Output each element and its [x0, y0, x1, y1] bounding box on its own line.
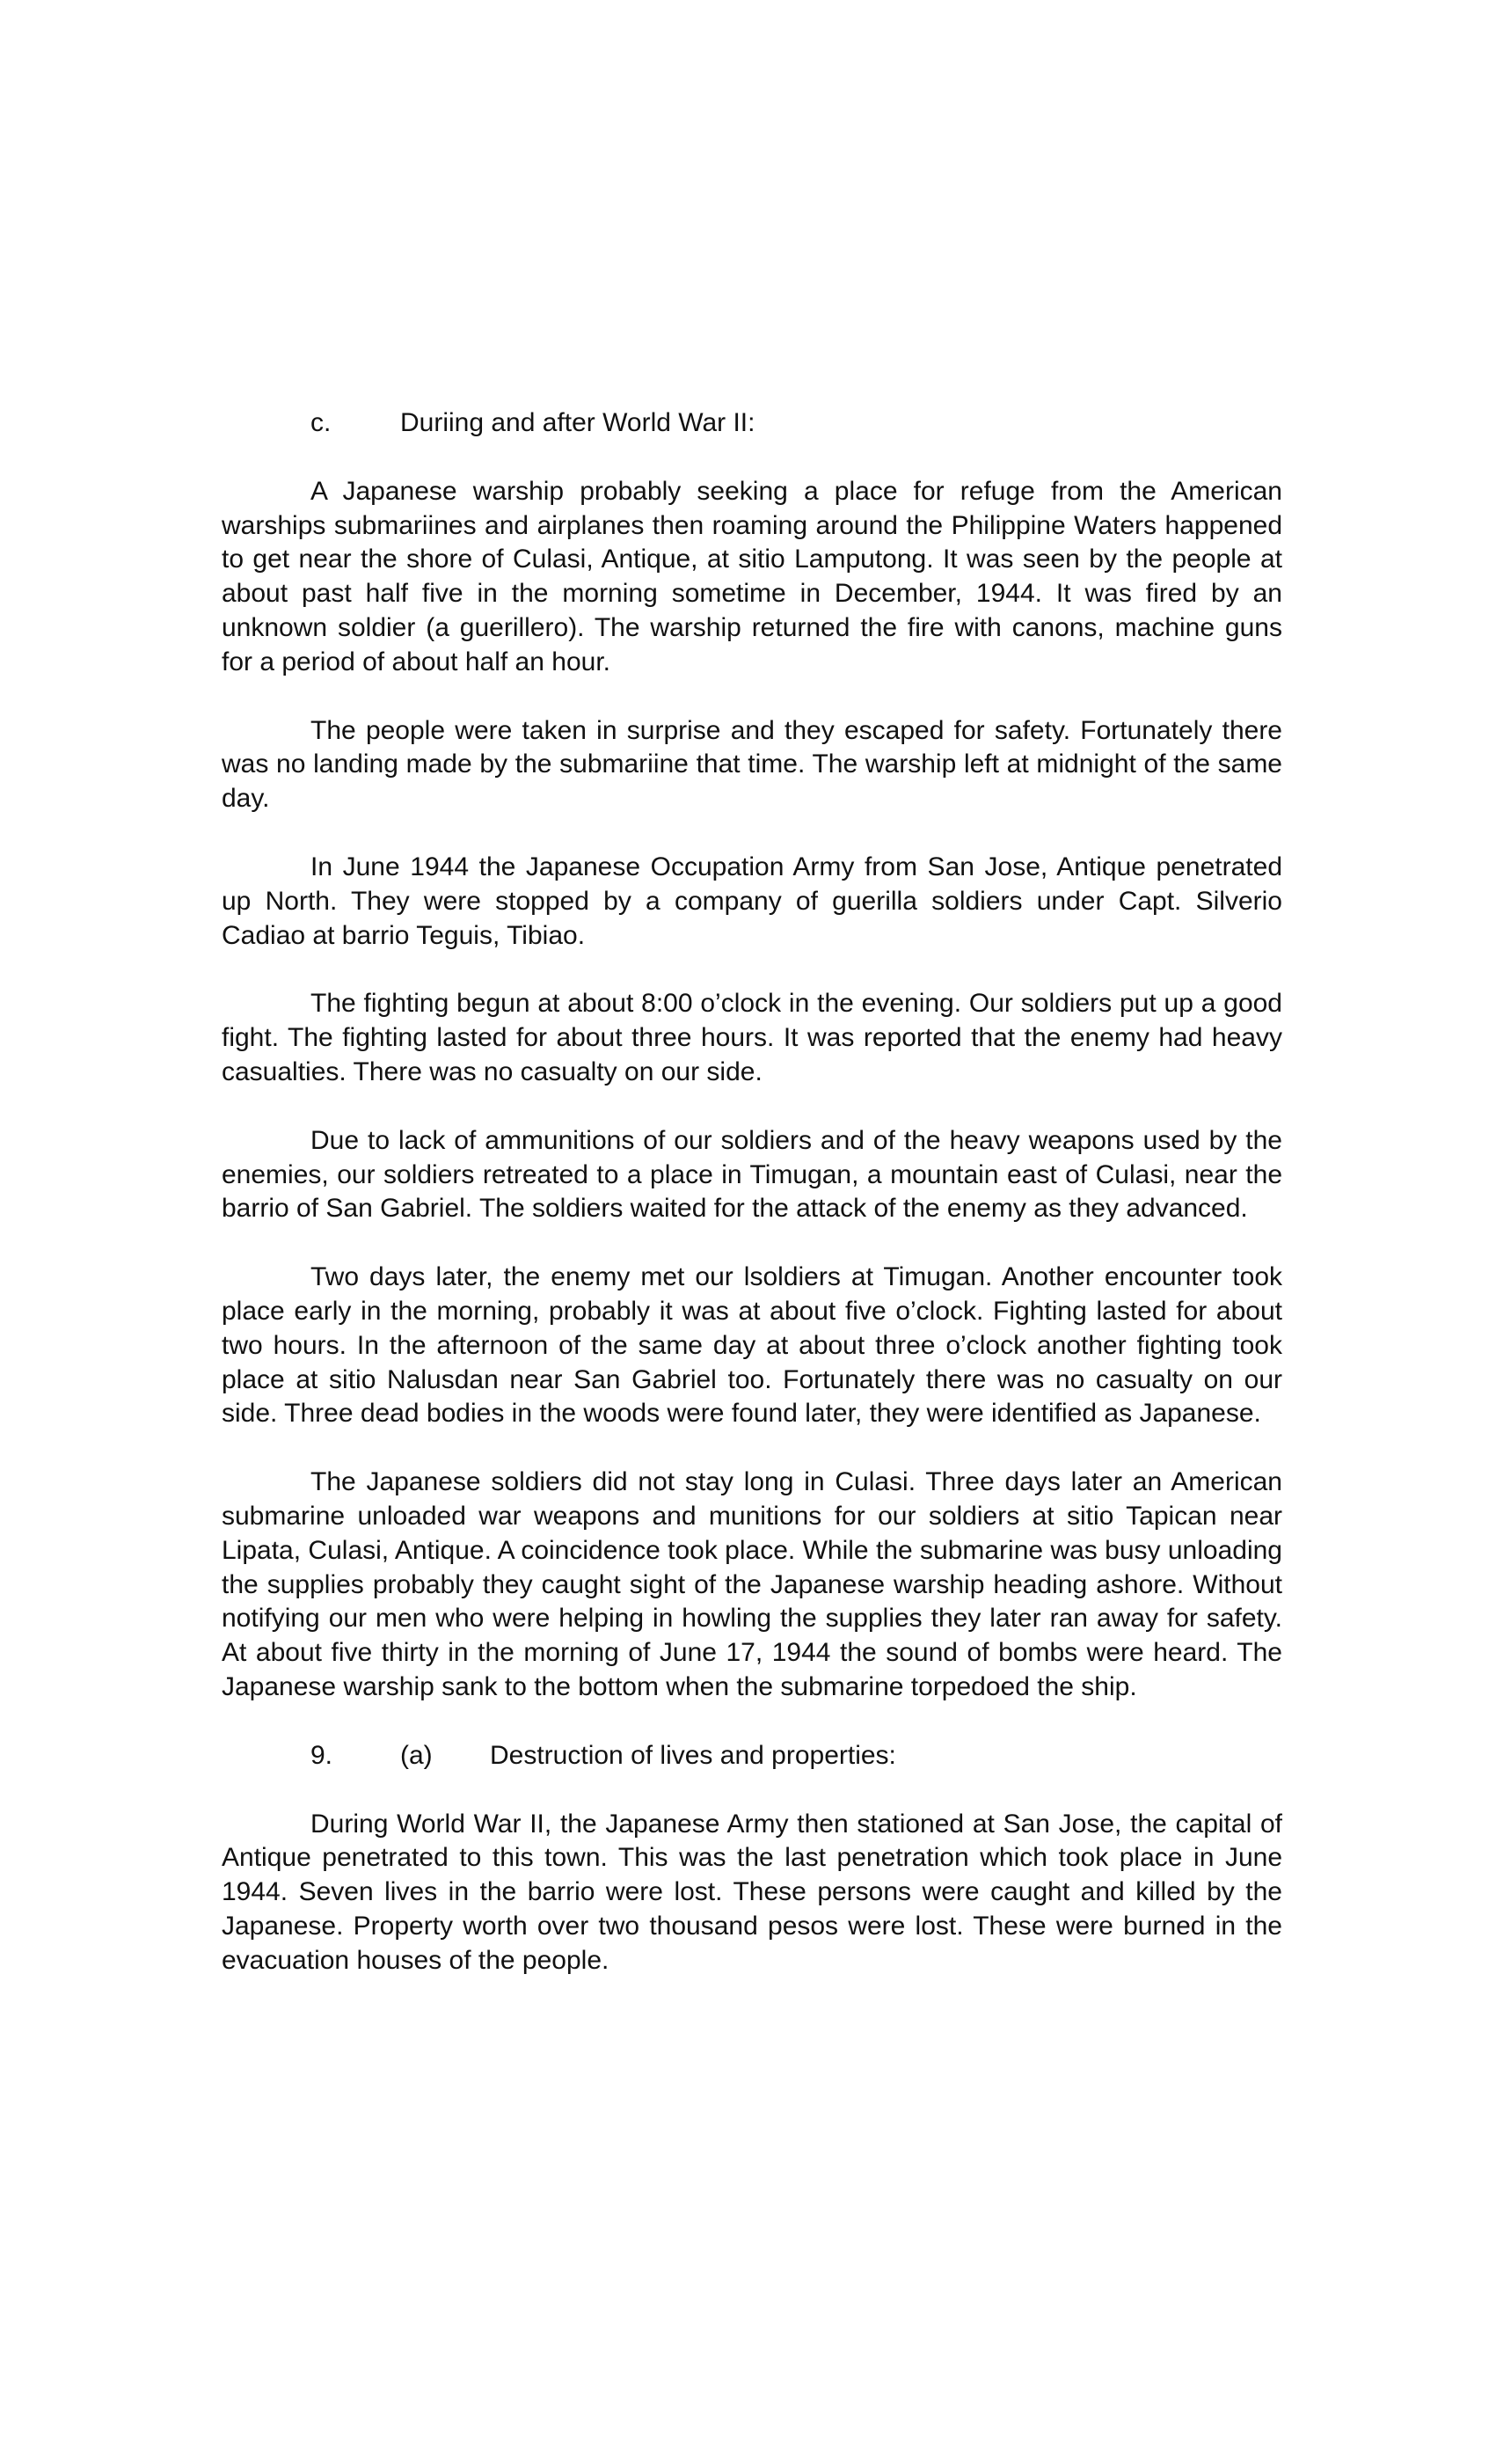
section-9a-heading	[222, 1739, 1282, 1773]
paragraph-fighting-begun: The fighting begun at about 8:00 o’clock in the evening. Our soldiers put up a good fight. The fighting lasted for about three hours. It was reported that the enemy had heavy casualties. There was no casualty on our side.	[222, 989, 1282, 1086]
paragraph-warship-refuge: A Japanese warship probably seeking a place for refuge from the American warships submariines and airplanes then roaming around the Philippine Waters happened to get near the shore of Culasi, Antique, at sitio Lamputong. It was seen by the people at about past half five in the morning sometime in December, 1944. It was fired by an unknown soldier (a guerillero). The warship returned the fire with canons, machine guns for a period of about half an hour.	[222, 476, 1282, 676]
section-c-label: c.	[310, 408, 332, 437]
paragraph-june-1944-penetration: In June 1944 the Japanese Occupation Army from San Jose, Antique penetrated up North. They were stopped by a company of guerilla soldiers under Capt. Silverio Cadiao at barrio Teguis, Tibiao.	[222, 852, 1282, 950]
section-9a-sub: (a)	[400, 1740, 433, 1770]
paragraph-retreat-timugan: Due to lack of ammunitions of our soldiers and of the heavy weapons used by the enemies, our soldiers retreated to a place in Timugan, a mountain east of Culasi, near the barrio of San Gabriel. The soldiers waited for the attack of the enemy as they advanced.	[222, 1125, 1282, 1224]
paragraph-submarine-torpedo: The Japanese soldiers did not stay long in Culasi. Three days later an American submarine unloaded war weapons and munitions for our soldiers at sitio Tapican near Lipata, Culasi, Antique. A coincidence took place. While the submarine was busy unloading the supplies probably they caught sight of the Japanese warship heading ashore. Without notifying our men who were helping in howling the supplies they later ran away for safety. At about five thirty in the morning of June 17, 1944 the sound of bombs were heard. The Japanese warship sank to the bottom when the submarine torpedoed the ship.	[222, 1467, 1282, 1701]
page-content	[222, 406, 1282, 1978]
section-c-title: Duriing and after World War II:	[400, 408, 755, 437]
paragraph-destruction-lives: During World War II, the Japanese Army then stationed at San Jose, the capital of Antique penetrated to this town. This was the last penetration which took place in June 1944. Seven lives in the barrio were lost. These persons were caught and killed by the Japanese. Property worth over two thousand pesos were lost. These were burned in the evacuation houses of the people.	[222, 1809, 1282, 1975]
section-9a-title: Destruction of lives and properties:	[490, 1740, 896, 1770]
paragraph-people-escaped: The people were taken in surprise and they escaped for safety. Fortunately there was no landing made by the submariine that time. The warship left at midnight of the same day.	[222, 715, 1282, 814]
paragraph-two-days-later: Two days later, the enemy met our lsoldiers at Timugan. Another encounter took place early in the morning, probably it was at about five o’clock. Fighting lasted for about two hours. In the afternoon of the same day at about three o’clock another fighting took place at sitio Nalusdan near San Gabriel too. Fortunately there was no casualty on our side. Three dead bodies in the woods were found later, they were identified as Japanese.	[222, 1262, 1282, 1429]
section-9-number: 9.	[310, 1740, 333, 1770]
section-c-heading	[222, 406, 1282, 441]
